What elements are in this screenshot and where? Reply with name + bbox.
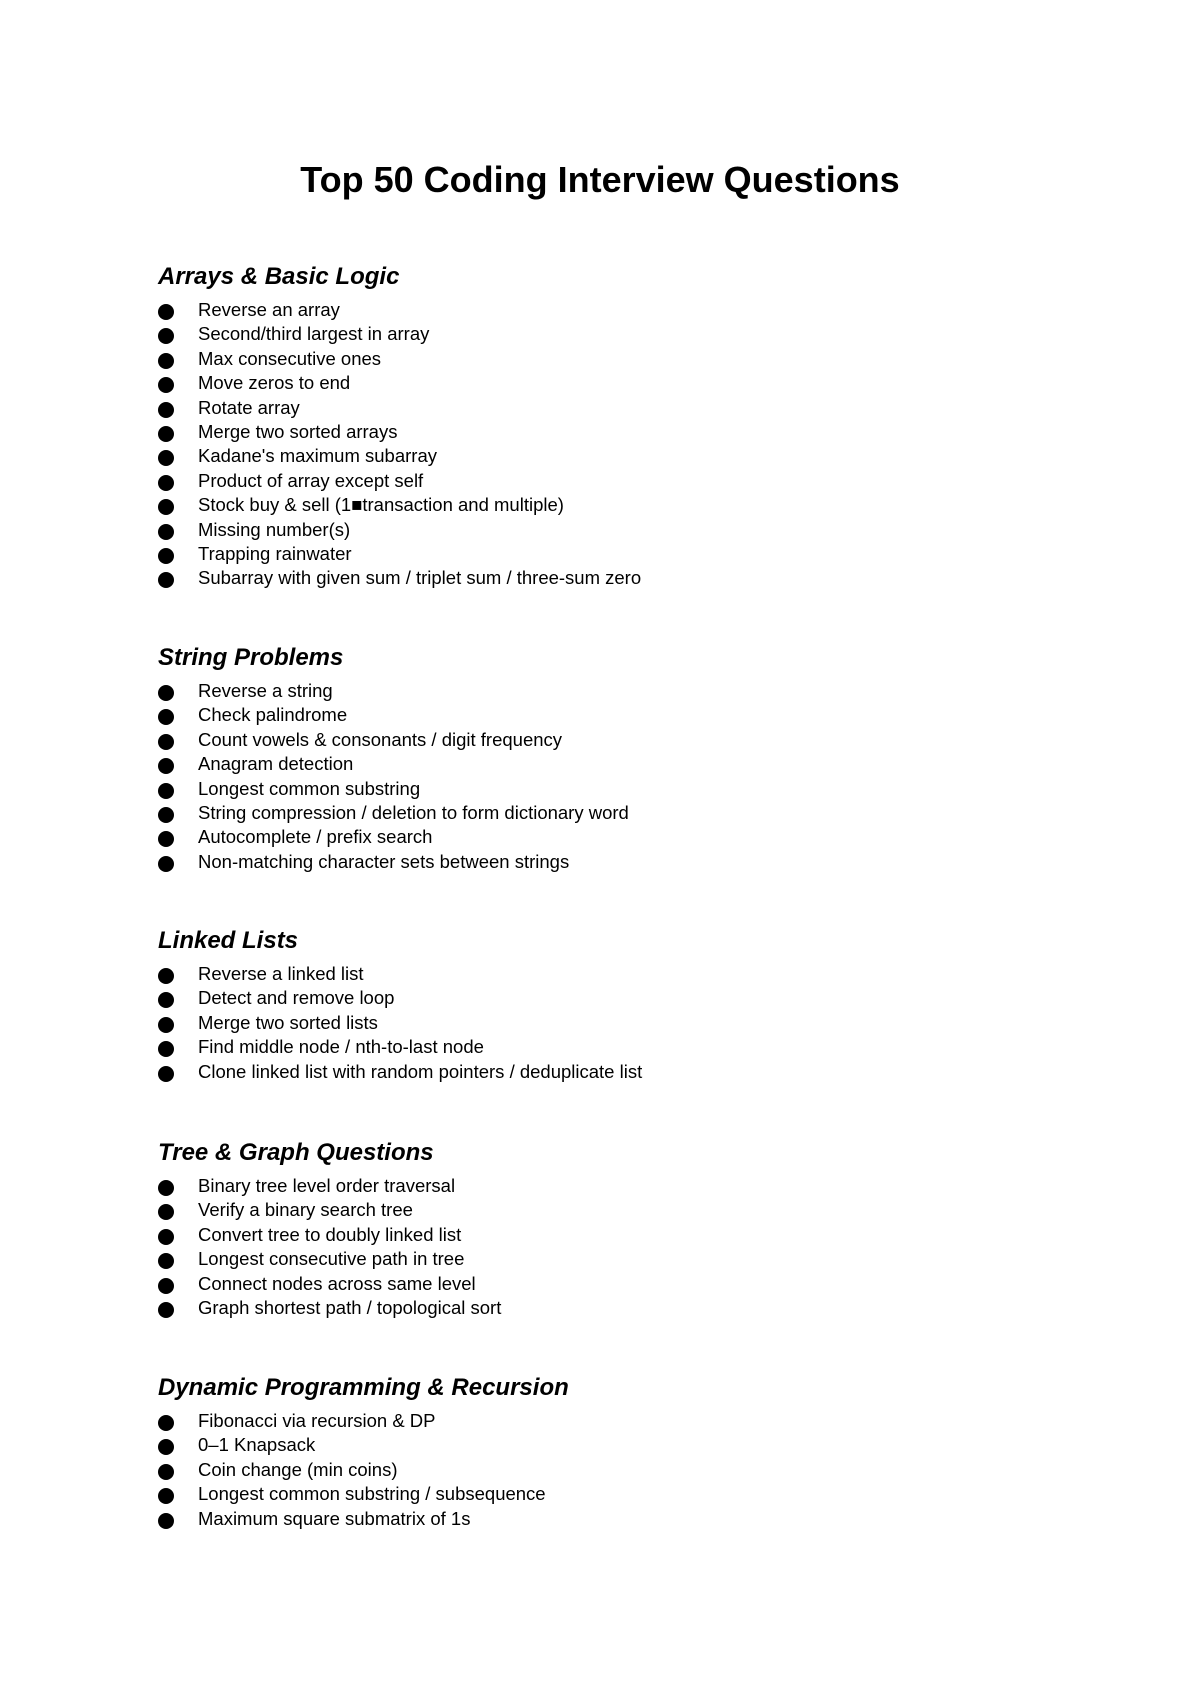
list-item-text: Longest common substring / subsequence (198, 1483, 546, 1505)
bullet-icon (158, 968, 174, 984)
item-list (158, 298, 1058, 591)
section-heading: Dynamic Programming & Recursion (158, 1374, 569, 1401)
list-item-text: Longest common substring (198, 777, 421, 799)
list-item-text: Clone linked list with random pointers / deduplicate list (198, 1060, 643, 1082)
list-item (158, 1035, 1058, 1059)
bullet-icon (158, 450, 174, 466)
list-item-text: Stock buy & sell (1■transaction and multiple) (198, 494, 564, 516)
section-heading: Linked Lists (158, 927, 299, 954)
list-item-text: Reverse a linked list (198, 963, 364, 984)
bullet-icon (158, 499, 174, 515)
bullet-icon (158, 1278, 174, 1294)
section-heading: Arrays & Basic Logic (158, 263, 400, 290)
list-item-text: Connect nodes across same level (198, 1272, 476, 1294)
bullet-icon (158, 1488, 174, 1504)
bullet-icon (158, 992, 174, 1008)
list-item (158, 493, 1058, 517)
list-item-text: Kadane's maximum subarray (198, 445, 437, 467)
list-item-text: Count vowels & consonants / digit frequency (198, 728, 563, 750)
list-item-text: Find middle node / nth-to-last node (198, 1036, 484, 1058)
list-item-text: Trapping rainwater (198, 542, 352, 564)
list-item (158, 703, 1058, 727)
list-item (158, 322, 1058, 346)
item-list (158, 962, 1058, 1084)
bullet-icon (158, 426, 174, 442)
list-item (158, 1433, 1058, 1457)
list-item-text: Graph shortest path / topological sort (198, 1296, 502, 1318)
list-item (158, 777, 1058, 801)
list-item (158, 962, 1058, 986)
bullet-icon (158, 758, 174, 774)
bullet-icon (158, 807, 174, 823)
list-item-text: Fibonacci via recursion & DP (198, 1410, 436, 1431)
bullet-icon (158, 328, 174, 344)
item-list (158, 1174, 1058, 1320)
list-item-text: Merge two sorted lists (198, 1011, 378, 1033)
list-item (158, 1011, 1058, 1035)
section-arrays (158, 262, 1058, 591)
list-item-text: Missing number(s) (198, 518, 351, 540)
list-item (158, 801, 1058, 825)
list-item (158, 1409, 1058, 1433)
bullet-icon (158, 1253, 174, 1269)
bullet-icon (158, 548, 174, 564)
bullet-icon (158, 783, 174, 799)
list-item (158, 1060, 1058, 1084)
bullet-icon (158, 304, 174, 320)
list-item (158, 728, 1058, 752)
list-item-text: Longest consecutive path in tree (198, 1248, 465, 1270)
bullet-icon (158, 831, 174, 847)
list-item-text: Detect and remove loop (198, 987, 395, 1009)
list-item-text: Rotate array (198, 396, 300, 418)
section-linked-lists (158, 926, 1058, 1084)
list-item (158, 371, 1058, 395)
bullet-icon (158, 475, 174, 491)
list-item (158, 518, 1058, 542)
item-list (158, 679, 1058, 874)
bullet-icon (158, 856, 174, 872)
list-item-text: Autocomplete / prefix search (198, 826, 433, 848)
list-item-text: Binary tree level order traversal (198, 1175, 456, 1196)
list-item (158, 469, 1058, 493)
list-item-text: Coin change (min coins) (198, 1458, 398, 1480)
bullet-icon (158, 1439, 174, 1455)
list-item (158, 396, 1058, 420)
bullet-icon (158, 377, 174, 393)
bullet-icon (158, 1302, 174, 1318)
section-heading: Tree & Graph Questions (158, 1139, 434, 1166)
list-item (158, 420, 1058, 444)
list-item (158, 679, 1058, 703)
section-dynamic-programming (158, 1373, 1058, 1531)
list-item-text: Reverse an array (198, 299, 340, 320)
list-item (158, 1482, 1058, 1506)
list-item-text: Check palindrome (198, 704, 348, 726)
bullet-icon (158, 524, 174, 540)
bullet-icon (158, 1464, 174, 1480)
list-item-text: Move zeros to end (198, 372, 351, 394)
list-item (158, 298, 1058, 322)
list-item (158, 444, 1058, 468)
bullet-icon (158, 1229, 174, 1245)
bullet-icon (158, 1066, 174, 1082)
bullet-icon (158, 1513, 174, 1529)
list-item (158, 1174, 1058, 1198)
section-tree-graph (158, 1138, 1058, 1320)
list-item (158, 1272, 1058, 1296)
bullet-icon (158, 709, 174, 725)
list-item (158, 752, 1058, 776)
list-item-text: String compression / deletion to form dictionary word (198, 801, 629, 823)
item-list (158, 1409, 1058, 1531)
list-item (158, 1507, 1058, 1531)
bullet-icon (158, 353, 174, 369)
page-title: Top 50 Coding Interview Questions (300, 159, 900, 200)
list-item (158, 1198, 1058, 1222)
section-strings (158, 643, 1058, 874)
list-item (158, 850, 1058, 874)
list-item-text: Subarray with given sum / triplet sum / three-sum zero (198, 567, 642, 589)
list-item (158, 1223, 1058, 1247)
bullet-icon (158, 1180, 174, 1196)
bullet-icon (158, 572, 174, 588)
list-item-text: Anagram detection (198, 753, 354, 775)
list-item-text: 0–1 Knapsack (198, 1434, 316, 1456)
list-item (158, 347, 1058, 371)
bullet-icon (158, 1041, 174, 1057)
list-item (158, 542, 1058, 566)
list-item (158, 1247, 1058, 1271)
bullet-icon (158, 1017, 174, 1033)
list-item-text: Verify a binary search tree (198, 1199, 413, 1221)
bullet-icon (158, 1204, 174, 1220)
list-item-text: Reverse a string (198, 680, 333, 701)
list-item (158, 825, 1058, 849)
list-item-text: Max consecutive ones (198, 347, 382, 369)
list-item (158, 1296, 1058, 1320)
bullet-icon (158, 685, 174, 701)
bullet-icon (158, 734, 174, 750)
list-item-text: Product of array except self (198, 469, 424, 491)
list-item-text: Second/third largest in array (198, 323, 430, 345)
section-heading: String Problems (158, 644, 344, 671)
list-item (158, 1458, 1058, 1482)
list-item-text: Convert tree to doubly linked list (198, 1223, 462, 1245)
list-item (158, 986, 1058, 1010)
bullet-icon (158, 402, 174, 418)
list-item-text: Maximum square submatrix of 1s (198, 1507, 471, 1529)
list-item-text: Merge two sorted arrays (198, 420, 398, 442)
list-item (158, 566, 1058, 590)
list-item-text: Non-matching character sets between strings (198, 850, 570, 872)
bullet-icon (158, 1415, 174, 1431)
